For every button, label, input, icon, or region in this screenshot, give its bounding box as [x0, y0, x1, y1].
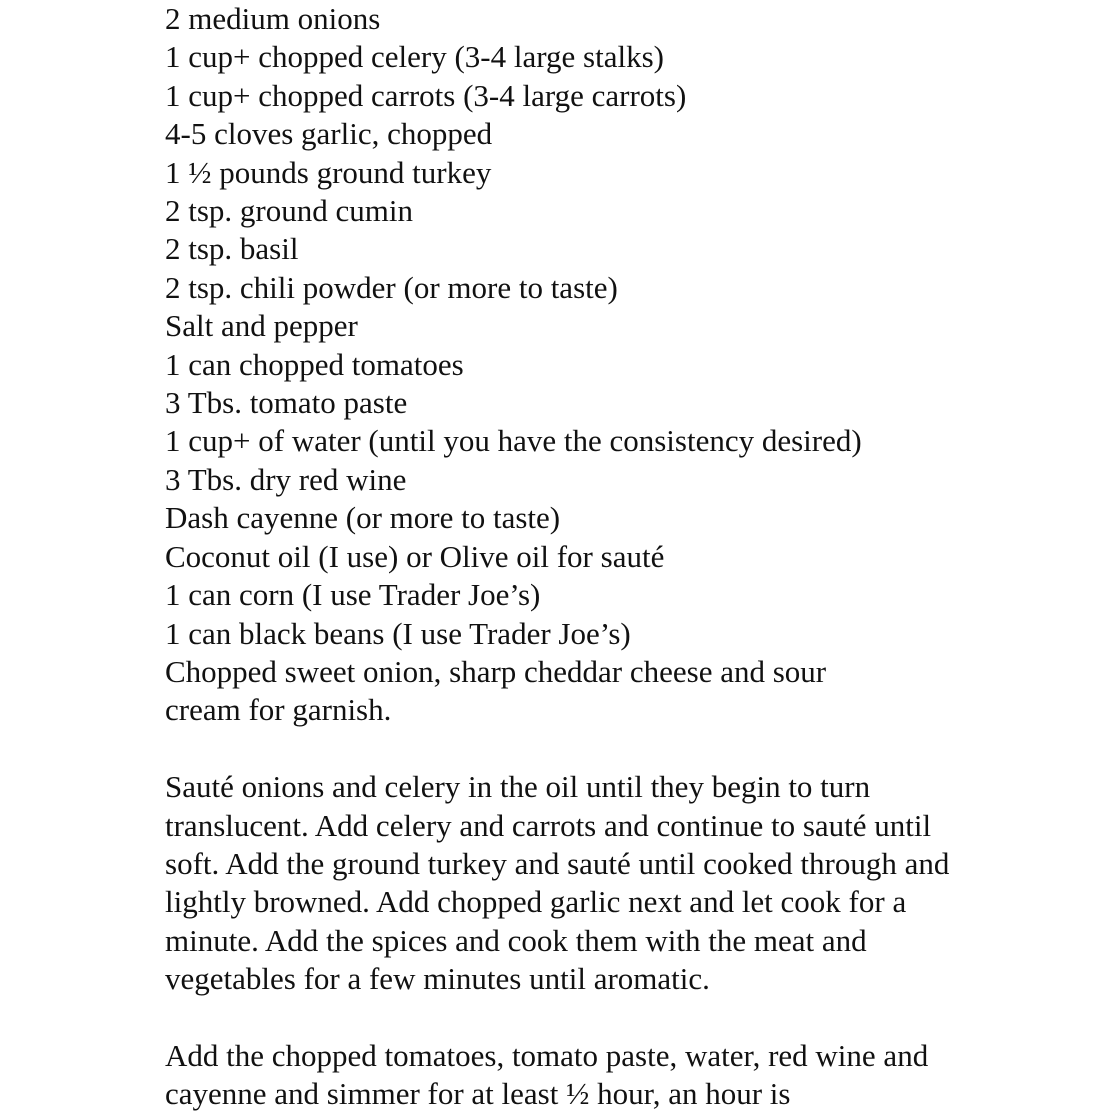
- ingredient-item: Coconut oil (I use) or Olive oil for sauté: [165, 538, 665, 574]
- ingredient-item: 3 Tbs. tomato paste: [165, 385, 408, 421]
- instruction-paragraph: Add the chopped tomatoes, tomato paste, water, red wine and cayenne and simmer for at least ½ hour, an hour is: [165, 1037, 929, 1112]
- ingredient-item: Dash cayenne (or more to taste): [165, 500, 561, 536]
- ingredient-item: 1 ½ pounds ground turkey: [165, 154, 492, 190]
- ingredient-item-garnish: Chopped sweet onion, sharp cheddar cheese and sour cream for garnish.: [165, 653, 827, 728]
- ingredient-item: 1 cup+ chopped celery (3-4 large stalks): [165, 39, 664, 75]
- ingredient-list: [165, 0, 965, 730]
- ingredient-item: 1 cup+ chopped carrots (3-4 large carrots): [165, 77, 687, 113]
- ingredient-item: 4-5 cloves garlic, chopped: [165, 116, 493, 152]
- instruction-paragraph: Sauté onions and celery in the oil until they begin to turn translucent. Add celery and carrots and continue to sauté until soft. Add the ground turkey and sauté until cooked through and lightly browned. Add chopped garlic next and let cook for a minute. Add the spices and cook them with the meat and vegetables for a few minutes until aromatic.: [165, 769, 950, 997]
- ingredient-item: 1 can black beans (I use Trader Joe’s): [165, 615, 631, 651]
- ingredient-item: Salt and pepper: [165, 308, 358, 344]
- ingredient-item: 2 medium onions: [165, 1, 381, 36]
- ingredient-item: 2 tsp. ground cumin: [165, 193, 413, 229]
- ingredient-item: 1 can chopped tomatoes: [165, 346, 464, 382]
- ingredient-item: 1 can corn (I use Trader Joe’s): [165, 577, 541, 613]
- ingredient-item: 1 cup+ of water (until you have the consistency desired): [165, 423, 862, 459]
- recipe-document: [165, 0, 965, 1114]
- ingredient-item: 2 tsp. basil: [165, 231, 299, 267]
- ingredient-item: 3 Tbs. dry red wine: [165, 461, 407, 497]
- ingredient-item: 2 tsp. chili powder (or more to taste): [165, 269, 618, 305]
